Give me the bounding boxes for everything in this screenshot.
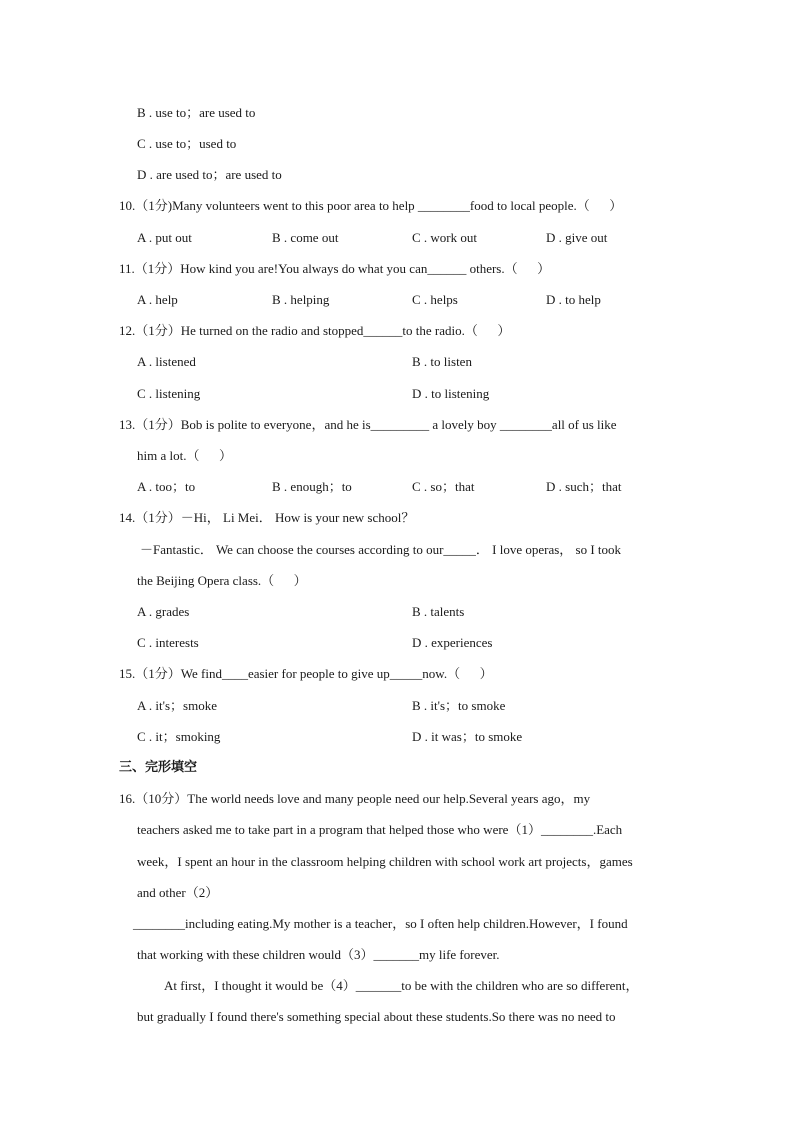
question-11-option-b[interactable]: B . helping [272,292,330,307]
question-10-option-c[interactable]: C . work out [412,230,477,245]
question-13-option-d[interactable]: D . such；that [546,479,622,494]
question-13-option-c[interactable]: C . so；that [412,479,475,494]
question-14-option-b[interactable]: B . talents [412,604,465,619]
passage-line: ________including eating.My mother is a teacher，so I often help children.However，I found [133,916,628,931]
question-10-option-b[interactable]: B . come out [272,230,339,245]
prev-option-d[interactable]: D . are used to；are used to [137,167,282,182]
section-title-cloze: 三、完形填空 [119,760,198,775]
question-13-option-b[interactable]: B . enough；to [272,479,352,494]
question-15-stem: 15.（1分）We find____easier for people to give up_____now.（ ） [119,666,493,681]
passage-line: and other（2） [137,885,219,900]
question-10-option-a[interactable]: A . put out [137,230,192,245]
passage-line: teachers asked me to take part in a program that helped those who were（1）________.Each [137,822,623,837]
question-15-option-b[interactable]: B . it's；to smoke [412,698,506,713]
question-12-option-a[interactable]: A . listened [137,354,196,369]
question-12-stem: 12.（1分）He turned on the radio and stopped______to the radio.（ ） [119,323,511,338]
passage-line: week，I spent an hour in the classroom helping children with school work art projects，games [137,854,633,869]
question-11-option-d[interactable]: D . to help [546,292,601,307]
passage-line: that working with these children would（3）_______my life forever. [137,947,500,962]
question-15-option-a[interactable]: A . it's；smoke [137,698,217,713]
question-12-option-d[interactable]: D . to listening [412,386,490,401]
question-15-option-d[interactable]: D . it was；to smoke [412,729,523,744]
passage-line: 16.（10分）The world needs love and many people need our help.Several years ago，my [119,791,591,806]
passage-line: but gradually I found there's something special about these students.So there was no need to [137,1009,616,1024]
prev-option-b[interactable]: B . use to；are used to [137,105,256,120]
question-12-option-b[interactable]: B . to listen [412,354,472,369]
question-15-option-c[interactable]: C . it；smoking [137,729,221,744]
passage-line: At first，I thought it would be（4）_______to be with the children who are so different， [164,978,639,993]
question-10-option-d[interactable]: D . give out [546,230,608,245]
question-10-stem: 10.（1分)Many volunteers went to this poor area to help ________food to local people.（ ） [119,198,623,213]
question-13-stem: 13.（1分）Bob is polite to everyone，and he is_________ a lovely boy ________all of us like [119,417,617,432]
question-14-option-a[interactable]: A . grades [137,604,190,619]
question-11-stem: 11.（1分）How kind you are!You always do what you can______ others.（ ） [119,261,551,276]
question-14-stem-cont1: －Fantastic． We can choose the courses according to our_____． I love operas， so I took [140,542,622,557]
question-11-option-a[interactable]: A . help [137,292,178,307]
question-14-option-d[interactable]: D . experiences [412,635,493,650]
question-14-option-c[interactable]: C . interests [137,635,199,650]
prev-option-c[interactable]: C . use to；used to [137,136,237,151]
question-14-stem: 14.（1分）－Hi， Li Mei． How is your new school？ [119,510,415,525]
question-12-option-c[interactable]: C . listening [137,386,201,401]
question-11-option-c[interactable]: C . helps [412,292,458,307]
question-14-stem-cont2: the Beijing Opera class.（ ） [137,573,307,588]
question-13-stem-cont: him a lot.（ ） [137,448,232,463]
question-13-option-a[interactable]: A . too；to [137,479,196,494]
